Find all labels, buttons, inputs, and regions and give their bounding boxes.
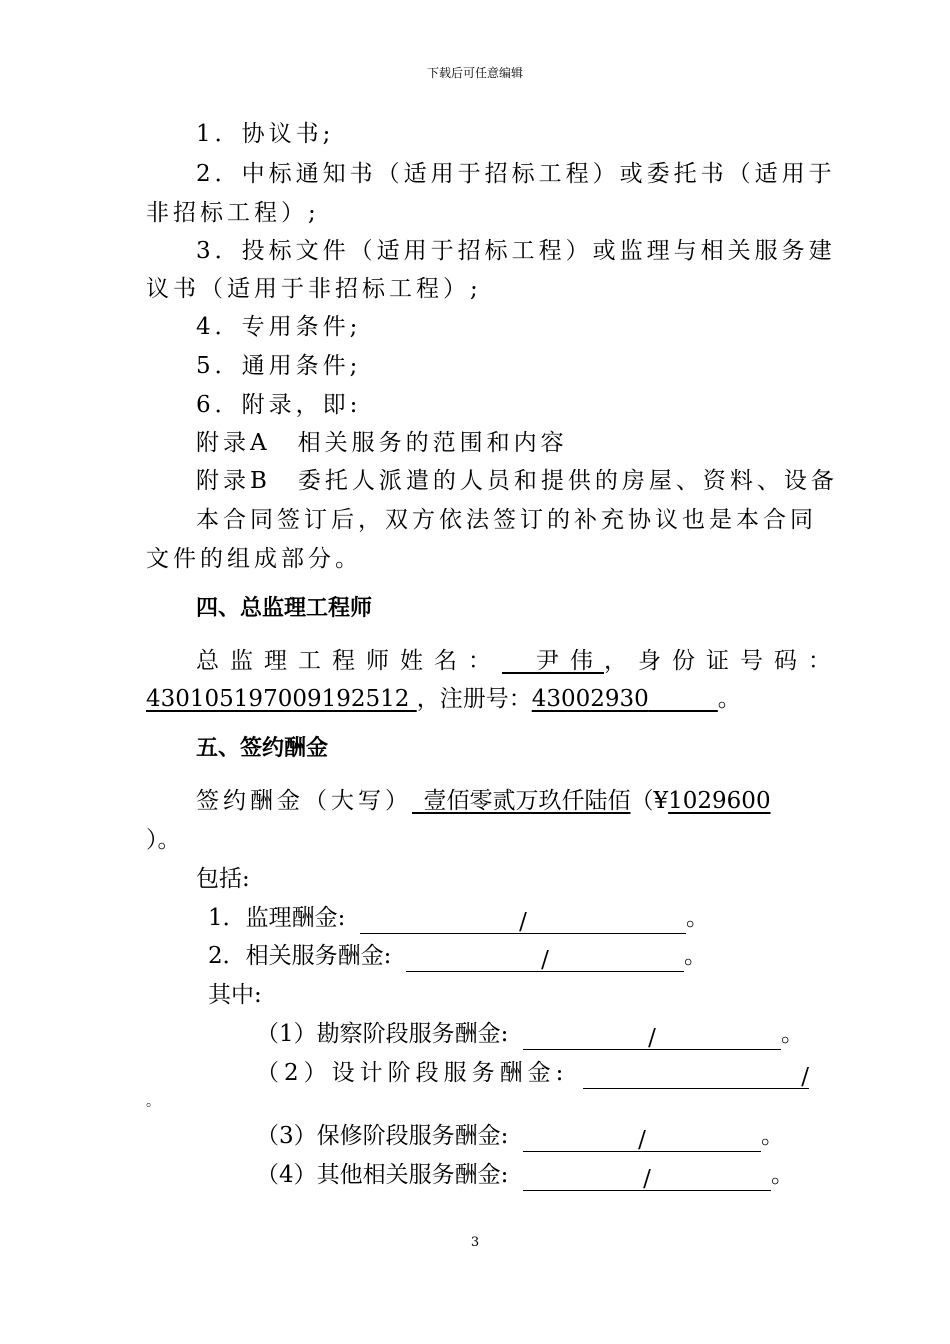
list-item: 5．通用条件; bbox=[196, 353, 362, 379]
list-item: 非招标工程）; bbox=[146, 200, 320, 226]
list-item: 文件的组成部分。 bbox=[146, 546, 362, 572]
list-item: 2．中标通知书（适用于招标工程）或委托书（适用于 bbox=[196, 161, 836, 187]
list-item: 附录B 委托人派遣的人员和提供的房屋、资料、设备 bbox=[196, 468, 838, 494]
list-item: 4．专用条件; bbox=[196, 314, 362, 340]
section-title: 四、总监理工程师 bbox=[196, 596, 373, 621]
amount-words: 壹佰零贰万玖仟陆佰 bbox=[423, 788, 631, 814]
page-header: 下载后可任意编辑 bbox=[426, 66, 523, 80]
list-item: 1．协议书; bbox=[196, 121, 335, 147]
list-item: 本合同签订后，双方依法签订的补充协议也是本合同 bbox=[196, 507, 817, 533]
amount-paren: （¥ bbox=[630, 788, 669, 814]
page-number: 3 bbox=[470, 1235, 480, 1250]
list-item: 议书（适用于非招标工程）; bbox=[146, 276, 482, 302]
director-name: 尹伟 bbox=[536, 648, 604, 674]
fee-sub-design: （2）设计阶段服务酬金: / bbox=[256, 1060, 810, 1090]
fee-item-services: 2．相关服务酬金: / 。 bbox=[208, 943, 708, 973]
amount-label: 签约酬金（大写） bbox=[196, 788, 412, 814]
reg-label: ，注册号： bbox=[416, 686, 532, 712]
id-label: ，身份证号码： bbox=[604, 648, 842, 674]
name-label: 总监理工程师姓名： bbox=[196, 648, 502, 674]
fee-sub-warranty: （3）保修阶段服务酬金: / 。 bbox=[256, 1123, 785, 1153]
period: 。 bbox=[717, 686, 741, 712]
include-label: 包括: bbox=[196, 866, 250, 892]
list-item: 附录A 相关服务的范围和内容 bbox=[196, 430, 568, 456]
director-line bbox=[196, 645, 842, 677]
id-number: 430105197009192512 bbox=[146, 686, 410, 712]
amount-line bbox=[196, 785, 771, 817]
reg-number: 43002930 bbox=[531, 686, 649, 712]
fee-sub-other: （4）其他相关服务酬金: / 。 bbox=[256, 1162, 795, 1192]
section-title: 五、签约酬金 bbox=[196, 736, 329, 761]
close-paren: ）。 bbox=[146, 827, 181, 853]
id-line bbox=[146, 683, 741, 715]
fee-sub-survey: （1）勘察阶段服务酬金: / 。 bbox=[256, 1021, 805, 1051]
period: 。 bbox=[146, 1094, 160, 1110]
fee-item-supervision: 1．监理酬金: / 。 bbox=[208, 905, 710, 935]
list-item: 6．附录，即: bbox=[196, 392, 362, 418]
among-label: 其中: bbox=[208, 982, 262, 1008]
list-item: 3．投标文件（适用于招标工程）或监理与相关服务建 bbox=[196, 238, 836, 264]
amount-number: 1029600 bbox=[668, 788, 771, 814]
